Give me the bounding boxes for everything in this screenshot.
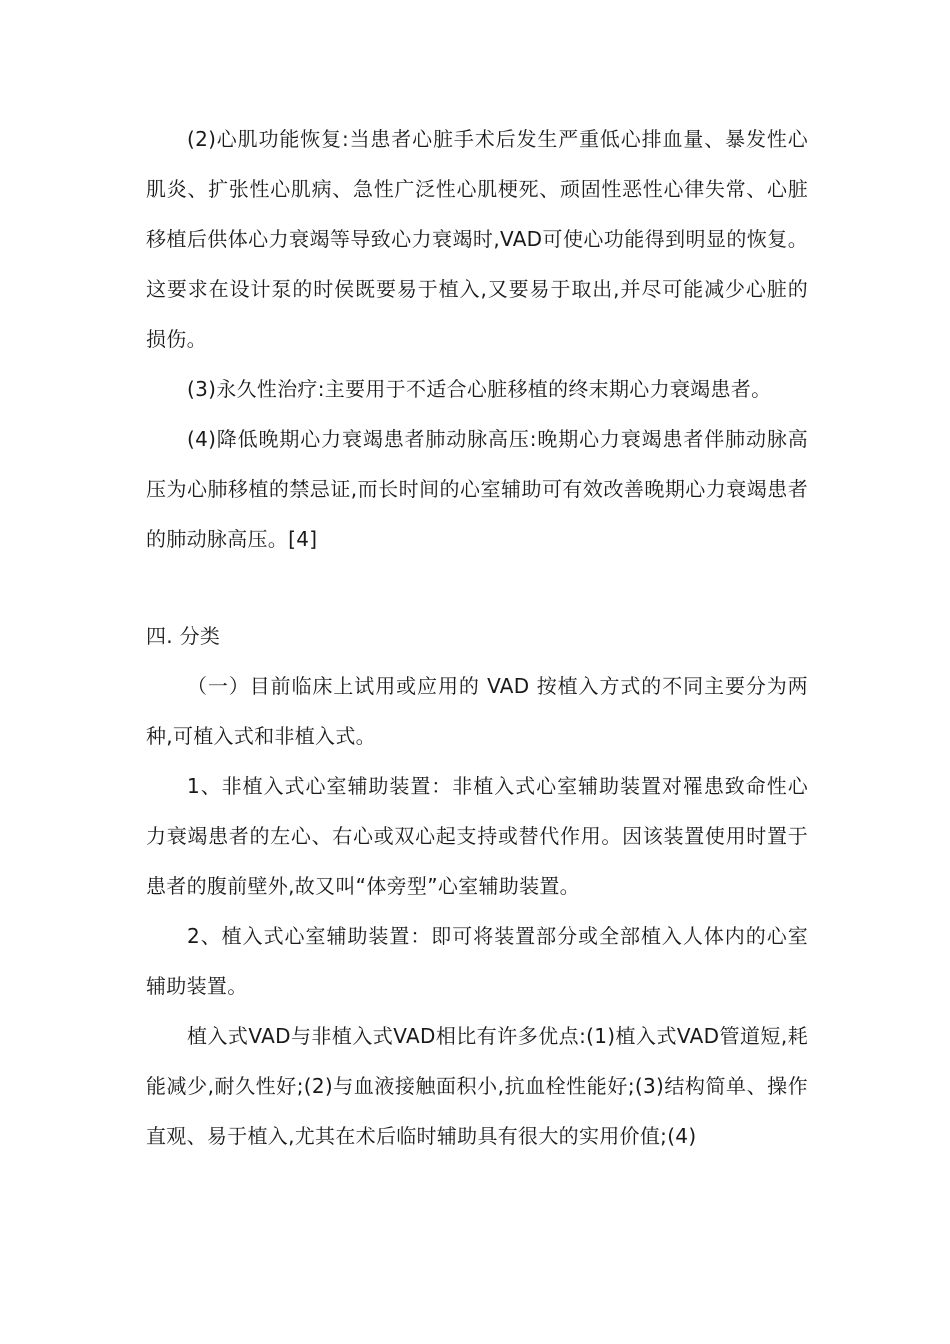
paragraph-classification-intro: （一）目前临床上试用或应用的 VAD 按植入方式的不同主要分为两种,可植入式和非植入式。 — [146, 674, 808, 748]
paragraph-non-implantable-vad: 1、非植入式心室辅助装置：非植入式心室辅助装置对罹患致命性心力衰竭患者的左心、右心或双心起支持或替代作用。因该装置使用时置于患者的腹前壁外,故又叫“体旁型”心室辅助装置。 — [146, 774, 808, 898]
paragraph-myocardial-recovery: (2)心肌功能恢复:当患者心脏手术后发生严重低心排血量、暴发性心肌炎、扩张性心肌病、急性广泛性心肌梗死、顽固性恶性心律失常、心脏移植后供体心力衰竭等导致心力衰竭时,VAD可使心功能得到明显的恢复。这要求在设计泵的时侯既要易于植入,又要易于取出,并尽可能减少心脏的损伤。 — [146, 127, 808, 351]
paragraph-implantable-vad: 2、植入式心室辅助装置：即可将装置部分或全部植入人体内的心室辅助装置。 — [146, 924, 808, 998]
paragraph-permanent-therapy: (3)永久性治疗:主要用于不适合心脏移植的终末期心力衰竭患者。 — [187, 377, 772, 401]
section-heading: 四. 分类 — [146, 624, 221, 648]
document-body — [146, 114, 808, 1161]
paragraph-pulmonary-hypertension: (4)降低晚期心力衰竭患者肺动脉高压:晚期心力衰竭患者伴肺动脉高压为心肺移植的禁忌证,而长时间的心室辅助可有效改善晚期心力衰竭患者的肺动脉高压。[4] — [146, 427, 808, 551]
paragraph-implantable-advantages: 植入式VAD与非植入式VAD相比有许多优点:(1)植入式VAD管道短,耗能减少,耐久性好;(2)与血液接触面积小,抗血栓性能好;(3)结构简单、操作直观、易于植入,尤其在术后临时辅助具有很大的实用价值;(4) — [146, 1024, 808, 1148]
